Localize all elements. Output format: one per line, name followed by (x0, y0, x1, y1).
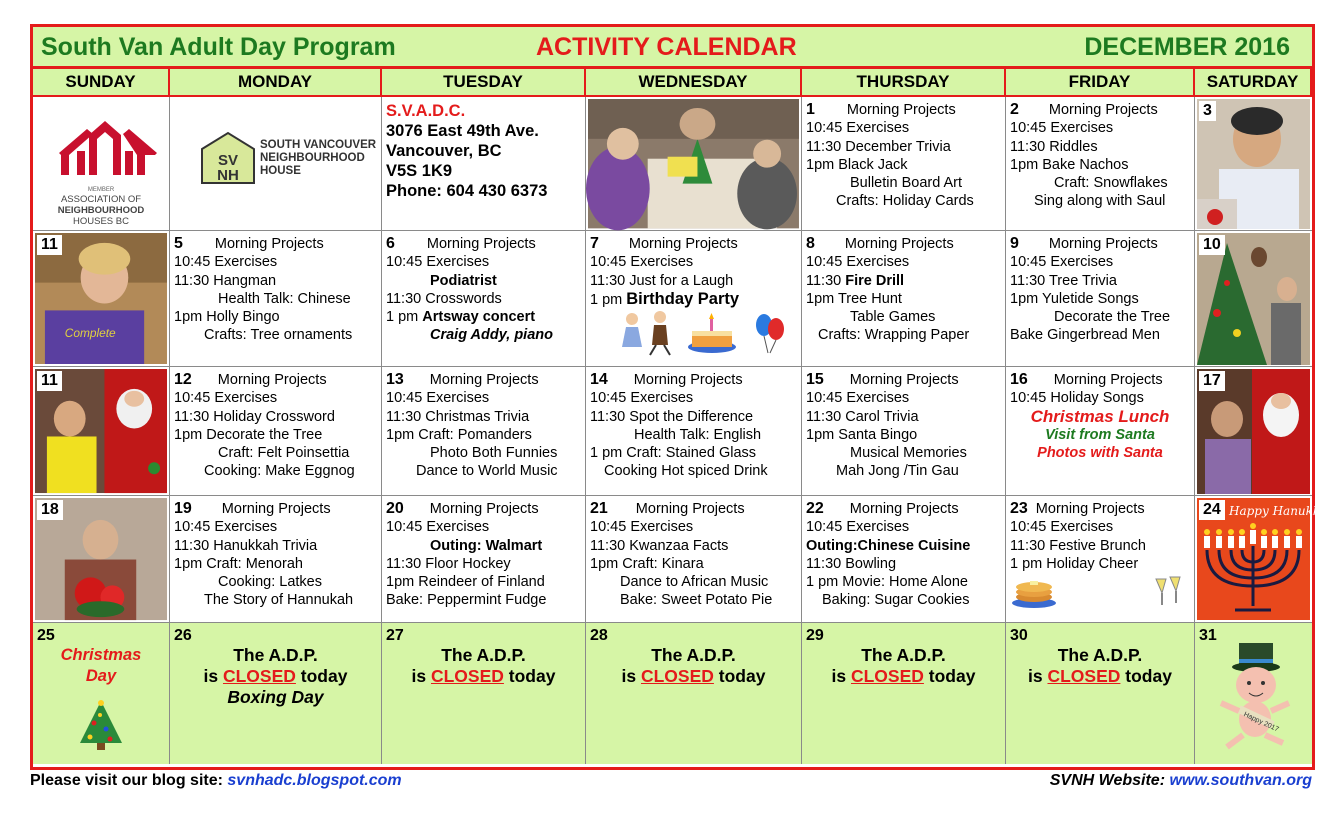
day-number: 14 (590, 371, 608, 388)
day-header-tuesday: TUESDAY (382, 69, 586, 97)
day-header-saturday: SATURDAY (1195, 69, 1312, 97)
org-name: S.V.A.D.C. (386, 102, 466, 120)
day-cell-31 (1195, 623, 1312, 764)
pancakes-icon (1012, 581, 1056, 608)
day-number: 11 (37, 371, 62, 391)
day-number: 10 (1199, 235, 1225, 255)
day-cell-19: 19 Morning Projects 10:45 Exercises 11:30 Hanukkah Trivia 1pm Craft: Menorah Cooking: Latkes The Story of Hannukah (170, 496, 382, 623)
day-header-thursday: THURSDAY (802, 69, 1006, 97)
brunch-clipart (1010, 573, 1188, 609)
day-number: 7 (590, 235, 599, 252)
day-number: 15 (806, 371, 824, 388)
anh-logo (37, 101, 165, 229)
day-header-monday: MONDAY (170, 69, 382, 97)
svg-text:HOUSES BC: HOUSES BC (73, 216, 129, 227)
day-number: 1 (806, 101, 815, 118)
day-number: 29 (806, 627, 824, 644)
day-number: 28 (590, 627, 608, 644)
christmas-tree-icon (76, 699, 126, 751)
day-cell-30: 30 The A.D.P. is CLOSED today (1006, 623, 1195, 764)
address-cell (382, 97, 586, 231)
new-year-baby-icon (1217, 639, 1297, 751)
day-number: 13 (386, 371, 404, 388)
day-header-sunday: SUNDAY (33, 69, 170, 97)
closed-label: CLOSED (1047, 666, 1121, 687)
day-number: 27 (386, 627, 404, 644)
svg-text:Complete: Complete (64, 326, 116, 341)
day-header-friday: FRIDAY (1006, 69, 1195, 97)
day-number: 30 (1010, 627, 1028, 644)
day-number: 3 (1199, 101, 1216, 121)
balloons-icon (756, 314, 784, 353)
calendar-month: DECEMBER 2016 (1084, 33, 1290, 61)
photo-cell-craft-table (586, 97, 802, 231)
photo-cell-11a (33, 231, 170, 367)
day-number: 26 (174, 627, 192, 644)
day-cell-23: 23 Morning Projects 10:45 Exercises 11:30 Festive Brunch 1 pm Holiday Cheer (1006, 496, 1195, 623)
day-number: 20 (386, 500, 404, 517)
calendar-grid (33, 69, 1336, 767)
phone: Phone: 604 430 6373 (386, 182, 548, 200)
day-number: 24 (1199, 500, 1225, 520)
day-cell-3 (1195, 97, 1312, 231)
day-number: 9 (1010, 235, 1019, 252)
street-address: 3076 East 49th Ave. (386, 122, 539, 140)
blog-link[interactable]: svnhadc.blogspot.com (227, 772, 402, 789)
menorah-icon (1199, 524, 1308, 619)
day-number: 12 (174, 371, 192, 388)
day-cell-24 (1195, 496, 1336, 623)
hanukkah-banner: Happy Hanukkah (1229, 504, 1336, 518)
day-cell-13: 13 Morning Projects 10:45 Exercises 11:30 Christmas Trivia 1pm Craft: Pomanders Photo Both Funnies Dance to World Music (382, 367, 586, 496)
day-cell-26: 26 The A.D.P. is CLOSED today Boxing Day (170, 623, 382, 764)
birthday-clipart (612, 309, 812, 355)
svnh-logo-cell (170, 97, 382, 231)
day-cell-5: 5 Morning Projects 10:45 Exercises 11:30 Hangman Health Talk: Chinese 1pm Holly Bingo Crafts: Tree ornaments (170, 231, 382, 367)
day-number: 19 (174, 500, 192, 517)
day-cell-12: 12 Morning Projects 10:45 Exercises 11:30 Holiday Crossword 1pm Decorate the Tree Craft: Felt Poinsettia Cooking: Make Eggnog (170, 367, 382, 496)
anh-logo-cell (33, 97, 170, 231)
champagne-glasses-icon (1156, 577, 1180, 605)
closed-label: CLOSED (430, 666, 504, 687)
day-cell-27: 27 The A.D.P. is CLOSED today (382, 623, 586, 764)
day-cell-7: 7 Morning Projects 10:45 Exercises 11:30 Just for a Laugh 1 pm Birthday Party (586, 231, 802, 367)
day-number: 5 (174, 235, 183, 252)
program-name: South Van Adult Day Program (41, 33, 396, 61)
day-number: 31 (1199, 627, 1217, 644)
day-cell-25: 25 Christmas Day (33, 623, 170, 764)
day-number: 11 (37, 235, 62, 255)
day-cell-16: 16 Morning Projects 10:45 Holiday Songs Christmas Lunch Visit from Santa Photos with Santa (1006, 367, 1195, 496)
day-header-wednesday: WEDNESDAY (586, 69, 802, 97)
closed-label: CLOSED (640, 666, 714, 687)
dancing-couple-icon (622, 311, 670, 355)
photo-cell-11b (33, 367, 170, 496)
day-cell-8: 8 Morning Projects 10:45 Exercises 11:30 Fire Drill 1pm Tree Hunt Table Games Crafts: Wrapping Paper (802, 231, 1006, 367)
day-cell-10 (1195, 231, 1312, 367)
day-cell-28: 28 The A.D.P. is CLOSED today (586, 623, 802, 764)
day-cell-29: 29 The A.D.P. is CLOSED today (802, 623, 1006, 764)
day-cell-2: 2 Morning Projects 10:45 Exercises 11:30 Riddles 1pm Bake Nachos Craft: Snowflakes Sing along with Saul (1006, 97, 1195, 231)
day-cell-14: 14 Morning Projects 10:45 Exercises 11:30 Spot the Difference Health Talk: English 1 pm Craft: Stained Glass Cooking Hot spiced Drink (586, 367, 802, 496)
calendar-frame (30, 24, 1336, 770)
blog-footer: Please visit our blog site: svnhadc.blogspot.com (30, 772, 402, 789)
calendar-header (33, 27, 1312, 69)
city: Vancouver, BC (386, 142, 502, 160)
svg-text:SV: SV (217, 152, 239, 169)
day-cell-22: 22 Morning Projects 10:45 Exercises Outing:Chinese Cuisine 11:30 Bowling 1 pm Movie: Home Alone Baking: Sugar Cookies (802, 496, 1006, 623)
day-cell-6: 6 Morning Projects 10:45 Exercises Podiatrist 11:30 Crosswords 1 pm Artsway concert Craig Addy, piano (382, 231, 586, 367)
day-cell-17 (1195, 367, 1312, 496)
svg-text:NH: NH (217, 167, 239, 184)
day-number: 25 (37, 627, 55, 644)
crafts-group-photo (588, 99, 799, 228)
birthday-cake-icon (688, 313, 736, 353)
website-footer: SVNH Website: www.southvan.org (1049, 772, 1312, 789)
day-cell-15: 15 Morning Projects 10:45 Exercises 11:30 Carol Trivia 1pm Santa Bingo Musical Memories Mah Jong /Tin Gau (802, 367, 1006, 496)
day-cell-20: 20 Morning Projects 10:45 Exercises Outing: Walmart 11:30 Floor Hockey 1pm Reindeer of Finland Bake: Peppermint Fudge (382, 496, 586, 623)
day-number: 6 (386, 235, 395, 252)
closed-label: CLOSED (222, 666, 296, 687)
closed-label: CLOSED (850, 666, 924, 687)
day-number: 16 (1010, 371, 1028, 388)
day-number: 2 (1010, 101, 1019, 118)
photo-cell-18 (33, 496, 170, 623)
calendar-title: ACTIVITY CALENDAR (536, 33, 797, 61)
svg-text:MEMBER: MEMBER (87, 187, 115, 193)
day-number: 22 (806, 500, 824, 517)
day-number: 17 (1199, 371, 1225, 391)
svg-text:Happy 2017: Happy 2017 (1242, 711, 1280, 734)
day-number: 21 (590, 500, 608, 517)
day-number: 18 (37, 500, 63, 520)
day-cell-1: 1 Morning Projects 10:45 Exercises 11:30 December Trivia 1pm Black Jack Bulletin Board Art Crafts: Holiday Cards (802, 97, 1006, 231)
day-number: 23 (1010, 500, 1028, 517)
day-cell-21: 21 Morning Projects 10:45 Exercises 11:30 Kwanzaa Facts 1pm Craft: Kinara Dance to African Music Bake: Sweet Potato Pie (586, 496, 802, 623)
svnh-logo: SV NH SOUTH VANCOUVER NEIGHBOURHOOD HOUSE (200, 131, 376, 185)
website-link[interactable]: www.southvan.org (1169, 772, 1312, 789)
postal-code: V5S 1K9 (386, 162, 453, 180)
houses-icon (59, 121, 157, 175)
svg-text:ASSOCIATION OF: ASSOCIATION OF (60, 194, 142, 205)
day-number: 8 (806, 235, 815, 252)
svnh-house-icon (200, 131, 256, 185)
svg-text:NEIGHBOURHOOD: NEIGHBOURHOOD (57, 205, 145, 216)
hanukkah-image (1197, 498, 1336, 620)
day-cell-9: 9 Morning Projects 10:45 Exercises 11:30 Tree Trivia 1pm Yuletide Songs Decorate the Tree Bake Gingerbread Men (1006, 231, 1195, 367)
